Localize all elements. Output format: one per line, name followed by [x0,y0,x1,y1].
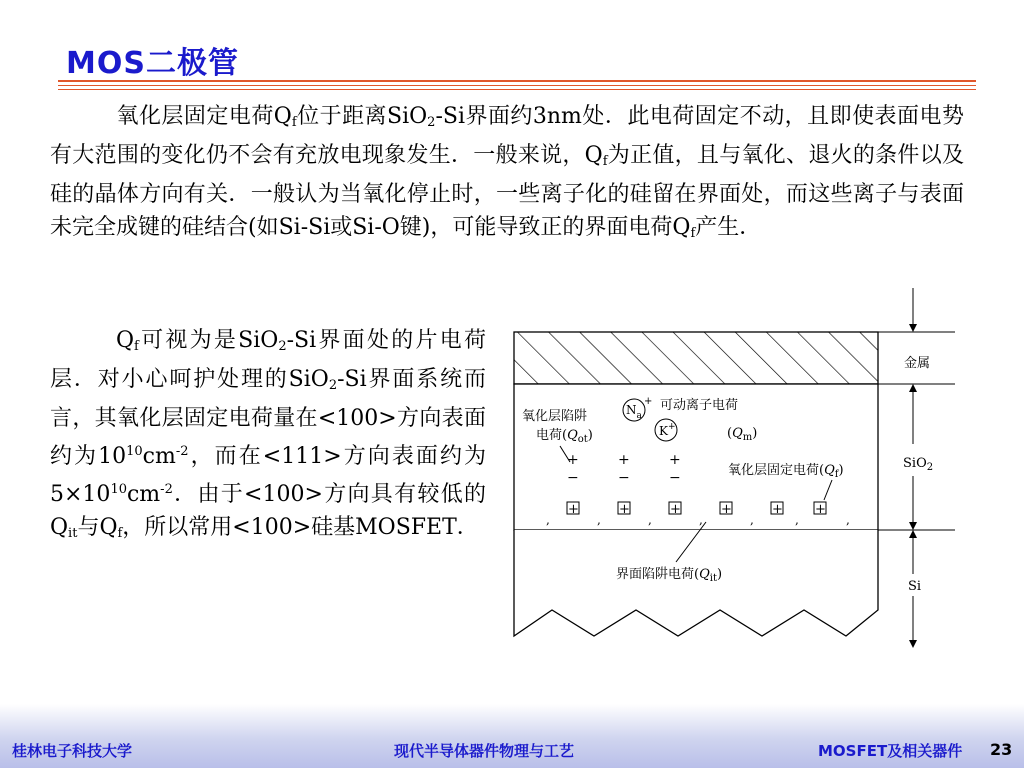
title-rule-thin-2 [58,89,976,90]
title-rule-thin [58,85,976,86]
svg-text:+: + [721,502,732,517]
na-ion-charge: + [644,396,653,407]
interface-trap-5: , [750,513,754,527]
fixed-charge-1 [567,502,579,517]
svg-text:+: + [772,502,783,517]
fixed-charge-6 [814,502,826,517]
fixed-charge-3 [669,502,681,517]
trap-plus-3: + [669,452,681,468]
interface-trap-2: , [597,513,601,527]
fixed-charge-5 [771,502,783,517]
si-label: Si [908,579,922,594]
page-number: 23 [990,740,1013,759]
footer-course: 现代半导体器件物理与工艺 [394,742,575,760]
title-rule-thick [58,80,976,82]
svg-text:+: + [568,502,579,517]
fixed-charge-2 [618,502,630,517]
oxide-trap-label-2: 电荷$(Q_{ot})$ [536,428,593,445]
mobile-charge-symbol: $(Q_m)$ [727,426,758,443]
interface-trap-7: , [846,513,850,527]
paragraph-fixed-charge: 氧化层固定电荷$Q_f$位于距离SiO$_2$-Si界面约3nm处．此电荷固定不动，且即使表面电势有大范围的变化仍不会有充放电现象发生．一般来说，$Q_f$为正值，且与氧化、退火的条件以及硅的晶体方向有关．一般认为当氧化停止时，一些离子化的硅留在界面处，而这些离子与表面未完全成键的硅结合(如Si-Si或Si-O键)，可能导致正的界面电荷$Q_f$产生． [50,104,964,241]
interface-trap-1: , [546,513,550,527]
svg-text:+: + [619,502,630,517]
paragraph-sheet-charge: $Q_f$可视为是SiO$_2$-Si界面处的片电荷层．对小心呵护处理的SiO$_2$-Si界面系统而言，其氧化层固定电荷量在<100>方向表面约为$10^{10}cm^{-2}$，而在<111>方向表面约为$5\times 10^{10}cm^{-2}$．由于<100>方向具有较低的$Q_{it}$与$Q_f$，所以常用<100>硅基MOSFET． [50,328,487,541]
na-ion: $N_a$ [626,403,642,421]
interface-trap-6: , [795,513,799,527]
footer-school: 桂林电子科技大学 [12,742,133,760]
oxide-trap-label: 氧化层陷阱 [522,409,588,424]
slide-title: MOS二极管 [66,46,239,81]
svg-text:+: + [815,502,826,517]
interface-trap-3: , [648,513,652,527]
trap-minus-2: − [618,470,630,486]
interface-trap-4: , [699,513,703,527]
metal-layer [514,332,878,384]
footer-bar [0,704,1024,768]
sio2-label: SiO$_2$ [903,456,934,473]
trap-plus-2: + [618,452,630,468]
mobile-charge-label: 可动离子电荷 [660,398,739,413]
fixed-charge-label: 氧化层固定电荷$(Q_f)$ [728,463,844,480]
trap-minus-1: − [567,470,579,486]
svg-text:+: + [670,502,681,517]
mos-charge-diagram [500,284,960,654]
k-ion: K+ [659,422,676,438]
trap-plus-1: + [567,452,579,468]
metal-label: 金属 [904,356,931,371]
trap-minus-3: − [669,470,681,486]
footer-chapter: MOSFET及相关器件 [818,742,963,760]
silicon-body [514,530,878,636]
fixed-charge-4 [720,502,732,517]
interface-trap-label: 界面陷阱电荷$(Q_{it})$ [616,567,723,584]
